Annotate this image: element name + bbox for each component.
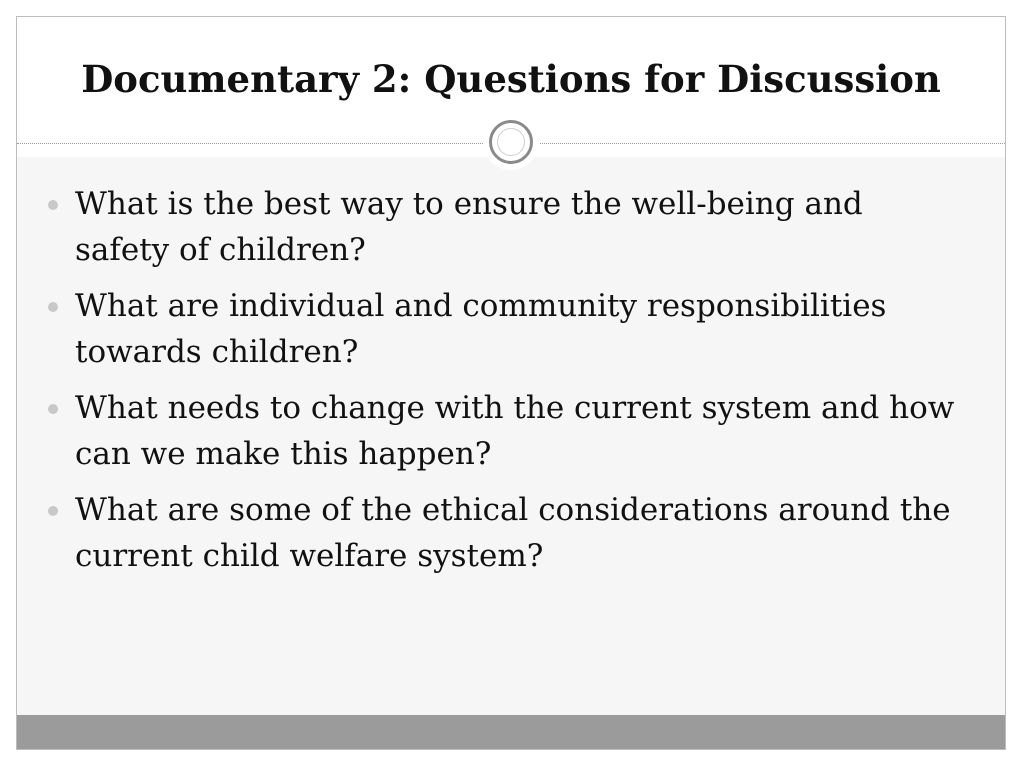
footer-bar — [17, 715, 1005, 749]
bullet-dot-icon — [48, 506, 58, 516]
bullet-dot-icon — [48, 302, 58, 312]
bullet-item — [17, 385, 1005, 477]
ornament-inner-ring — [497, 128, 525, 156]
bullet-text: What is the best way to ensure the well-being and safety of children? — [75, 186, 863, 268]
bullet-text: What needs to change with the current system and how can we make this happen? — [75, 390, 955, 472]
slide-title: Documentary 2: Questions for Discussion — [81, 57, 941, 101]
bullet-item — [17, 283, 1005, 375]
slide — [16, 16, 1006, 750]
bullet-dot-icon — [48, 200, 58, 210]
bullet-item — [17, 181, 1005, 273]
bullet-dot-icon — [48, 404, 58, 414]
ornament-ring — [489, 120, 533, 164]
bullet-text: What are individual and community responsibilities towards children? — [75, 288, 887, 370]
circle-ornament-icon — [483, 114, 539, 170]
bullet-text: What are some of the ethical considerations around the current child welfare system? — [75, 492, 951, 574]
bullet-list — [17, 181, 1005, 589]
bullet-item — [17, 487, 1005, 579]
